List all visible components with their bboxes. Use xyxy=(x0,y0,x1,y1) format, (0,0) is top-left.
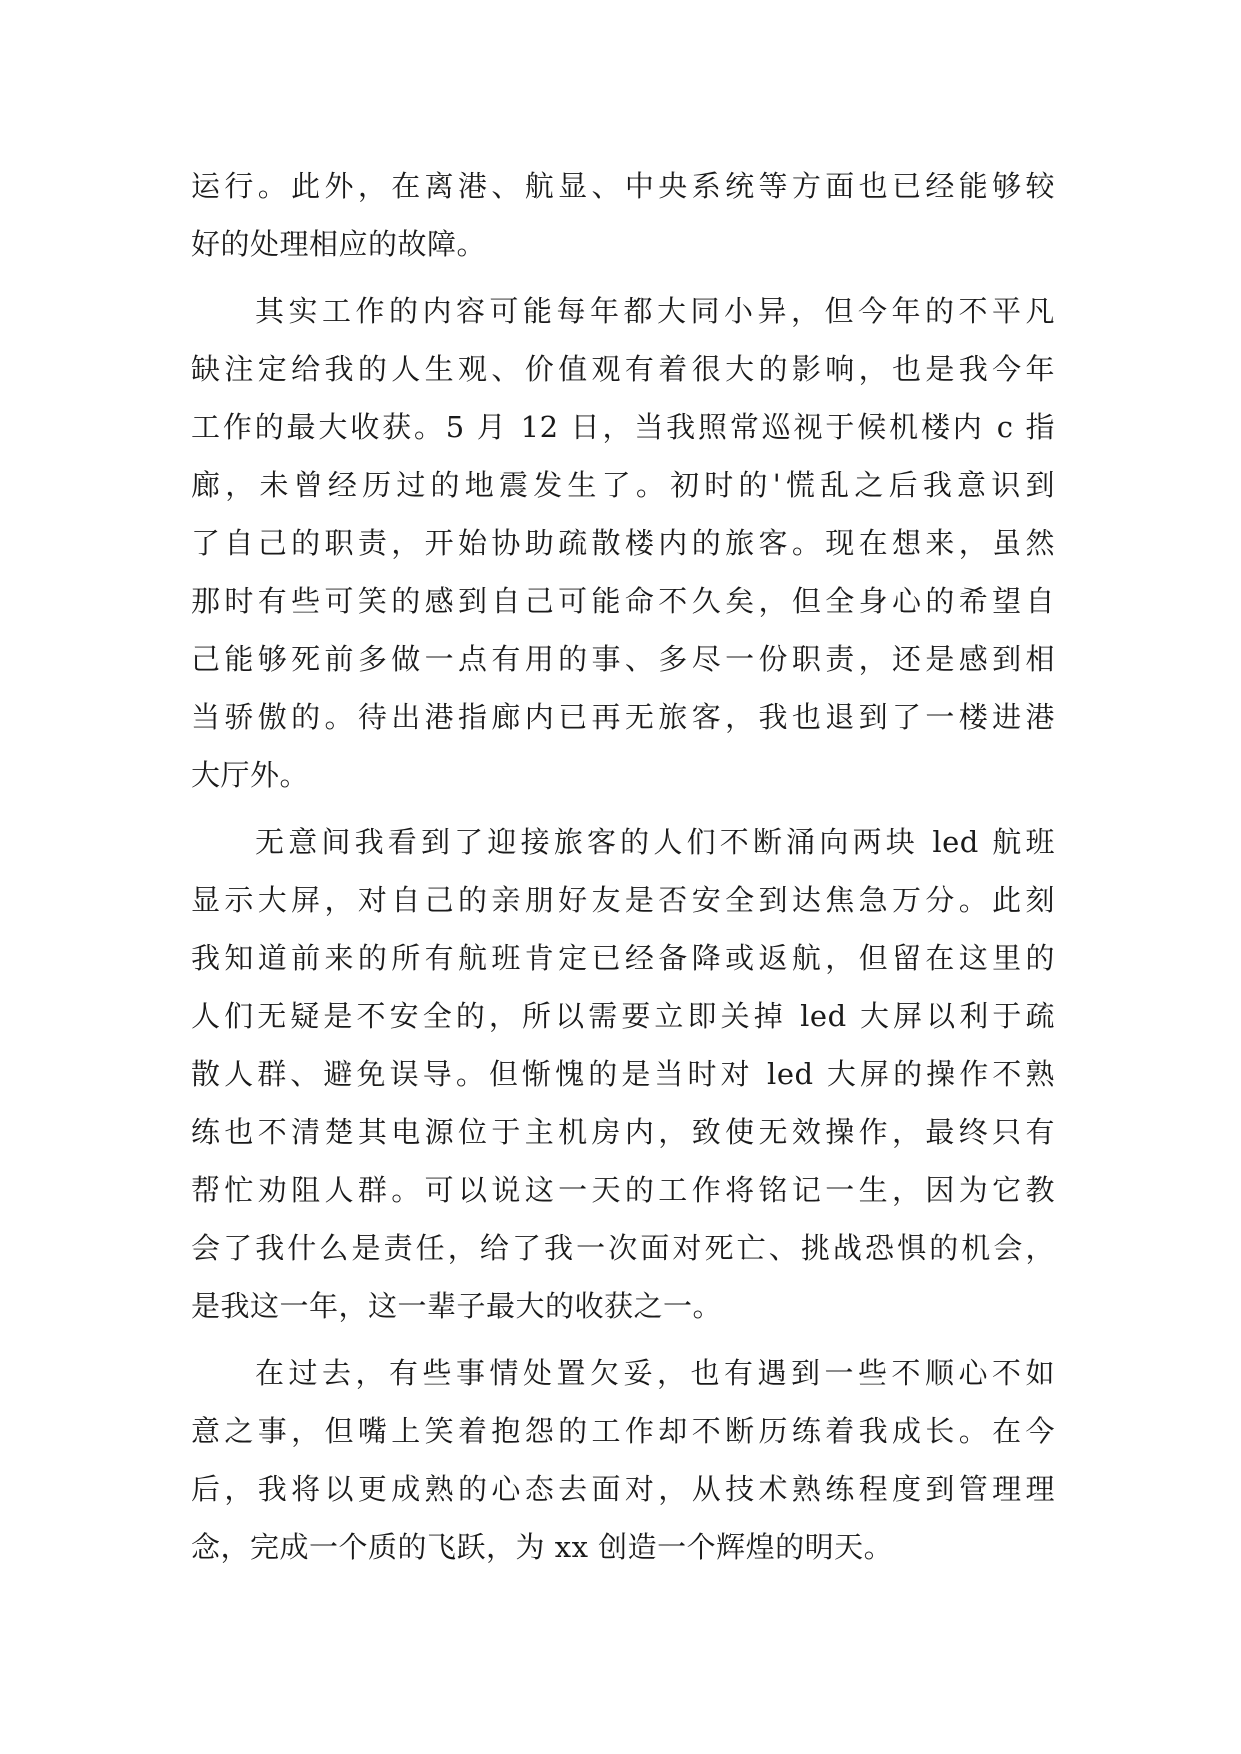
text-line: 运行。此外，在离港、航显、中央系统等方面也已经能够较 xyxy=(191,169,1055,203)
text-line: 后，我将以更成熟的心态去面对，从技术熟练程度到管理理 xyxy=(191,1472,1055,1506)
paragraph-2 xyxy=(191,282,1055,804)
text-line: 其实工作的内容可能每年都大同小异，但今年的不平凡 xyxy=(255,294,1055,328)
text-line: 会了我什么是责任，给了我一次面对死亡、挑战恐惧的机会， xyxy=(191,1231,1055,1265)
paragraph-gap xyxy=(191,273,1055,282)
text-line: 念，完成一个质的飞跃，为 xx 创造一个辉煌的明天。 xyxy=(191,1530,894,1564)
text-line: 己能够死前多做一点有用的事、多尽一份职责，还是感到相 xyxy=(191,642,1055,676)
text-line: 大厅外。 xyxy=(191,758,310,792)
text-line: 缺注定给我的人生观、价值观有着很大的影响，也是我今年 xyxy=(191,352,1055,386)
text-line: 显示大屏，对自己的亲朋好友是否安全到达焦急万分。此刻 xyxy=(191,883,1055,917)
text-line: 我知道前来的所有航班肯定已经备降或返航，但留在这里的 xyxy=(191,941,1055,975)
text-line: 意之事，但嘴上笑着抱怨的工作却不断历练着我成长。在今 xyxy=(191,1414,1055,1448)
paragraph-1 xyxy=(191,157,1055,273)
text-line: 人们无疑是不安全的，所以需要立即关掉 led 大屏以利于疏 xyxy=(191,999,1055,1033)
paragraph-gap xyxy=(191,804,1055,813)
text-line: 是我这一年，这一辈子最大的收获之一。 xyxy=(191,1289,723,1323)
text-line: 当骄傲的。待出港指廊内已再无旅客，我也退到了一楼进港 xyxy=(191,700,1055,734)
text-line: 在过去，有些事情处置欠妥，也有遇到一些不顺心不如 xyxy=(255,1356,1055,1390)
text-line: 工作的最大收获。5 月 12 日，当我照常巡视于候机楼内 c 指 xyxy=(191,410,1055,444)
text-line: 好的处理相应的故障。 xyxy=(191,227,487,261)
text-line: 无意间我看到了迎接旅客的人们不断涌向两块 led 航班 xyxy=(255,825,1055,859)
text-line: 那时有些可笑的感到自己可能命不久矣，但全身心的希望自 xyxy=(191,584,1055,618)
paragraph-gap xyxy=(191,1335,1055,1344)
text-line: 练也不清楚其电源位于主机房内，致使无效操作，最终只有 xyxy=(191,1115,1055,1149)
document-body xyxy=(191,157,1055,1576)
text-line: 廊，未曾经历过的地震发生了。初时的'慌乱之后我意识到 xyxy=(191,468,1055,502)
text-line: 帮忙劝阻人群。可以说这一天的工作将铭记一生，因为它教 xyxy=(191,1173,1055,1207)
paragraph-4 xyxy=(191,1344,1055,1576)
text-line: 了自己的职责，开始协助疏散楼内的旅客。现在想来，虽然 xyxy=(191,526,1055,560)
text-line: 散人群、避免误导。但惭愧的是当时对 led 大屏的操作不熟 xyxy=(191,1057,1055,1091)
paragraph-3 xyxy=(191,813,1055,1335)
